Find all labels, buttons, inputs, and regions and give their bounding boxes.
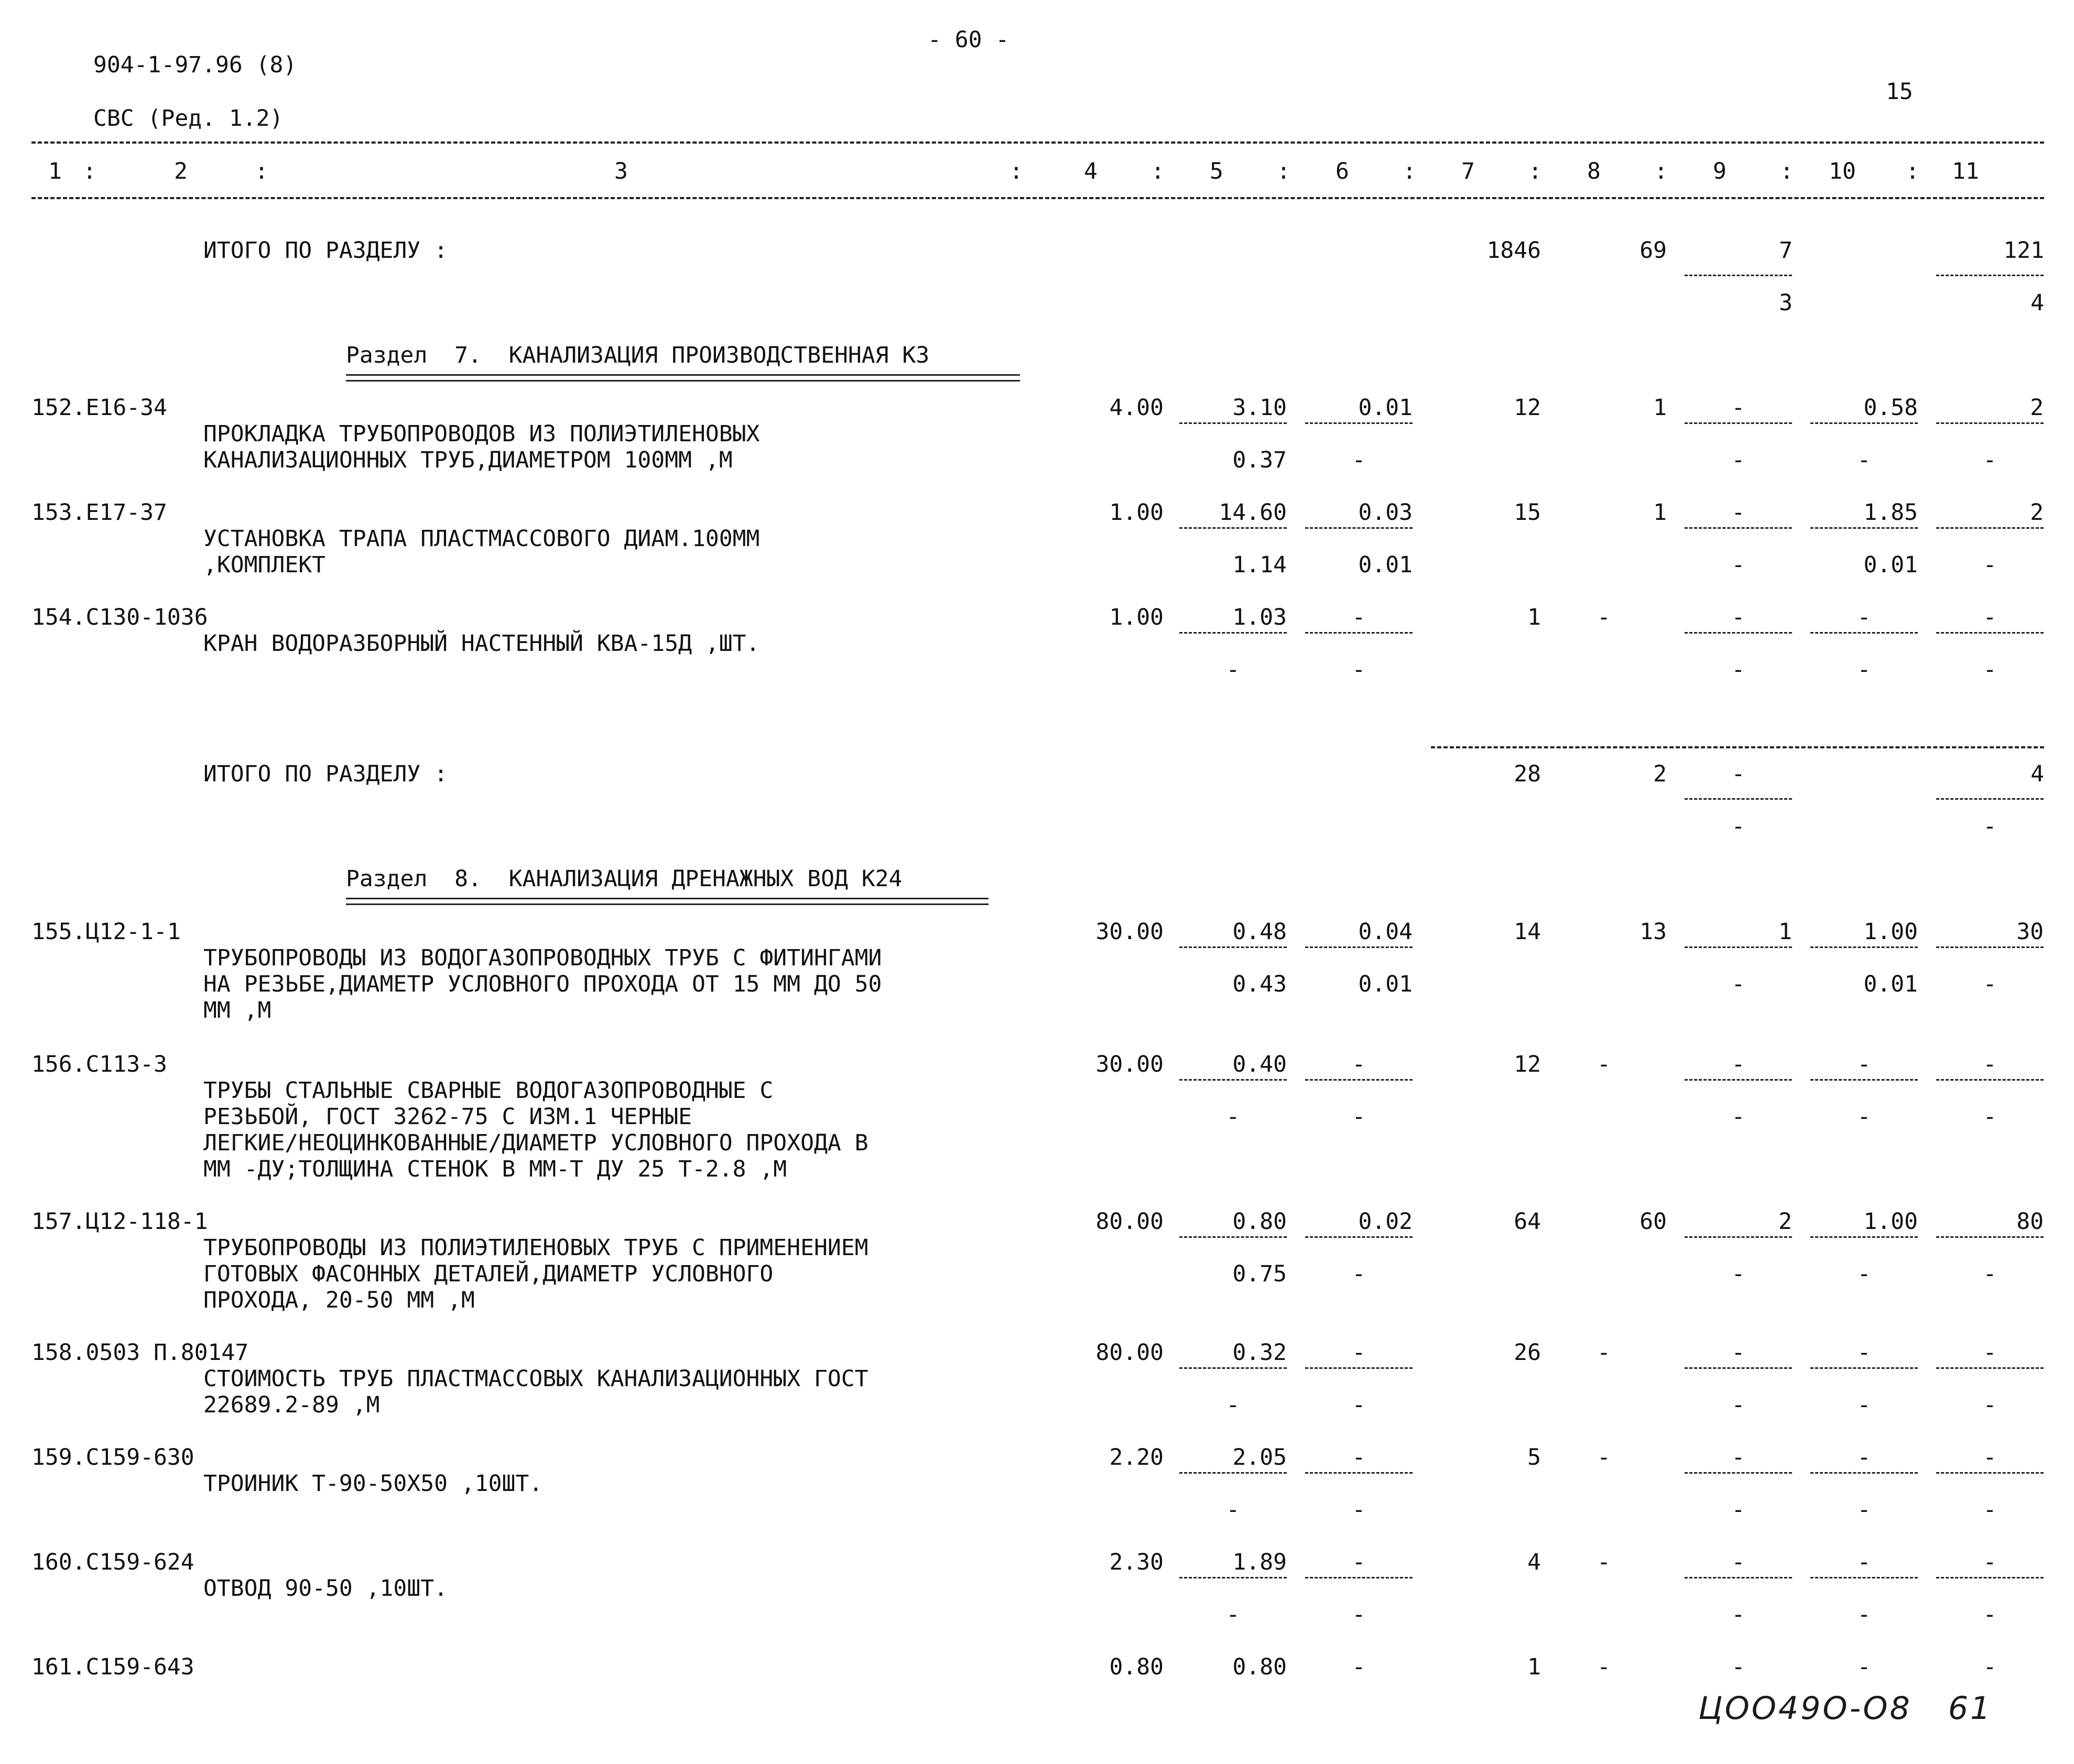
- cell-c6b: -: [1352, 1602, 1366, 1628]
- cell-c8: 1: [1653, 395, 1667, 421]
- total-cell-c9: 7: [1779, 237, 1793, 264]
- column-header: 8: [1587, 158, 1601, 184]
- fraction-rule: [1936, 632, 2044, 634]
- cell-c10: -: [1857, 1444, 1871, 1471]
- item-code: 153.Е17-37: [31, 499, 167, 526]
- cell-c8: -: [1597, 604, 1611, 630]
- fraction-rule: [1179, 632, 1287, 634]
- item-description-line: ОТВОД 90-50 ,10ШТ.: [203, 1575, 448, 1602]
- item-description-line: ГОТОВЫХ ФАСОННЫХ ДЕТАЛЕЙ,ДИАМЕТР УСЛОВНОГО: [203, 1261, 774, 1287]
- cell-c10b: -: [1857, 1497, 1871, 1523]
- item-description-line: СТОИМОСТЬ ТРУБ ПЛАСТМАССОВЫХ КАНАЛИЗАЦИОННЫХ ГОСТ: [203, 1366, 868, 1392]
- cell-c6: 0.03: [1358, 499, 1413, 526]
- item-description-line: КРАН ВОДОРАЗБОРНЫЙ НАСТЕННЫЙ КВА-15Д ,ШТ.: [203, 630, 760, 657]
- cell-c11: 2: [2030, 395, 2044, 421]
- total-cell-c9-sub: 3: [1779, 290, 1793, 316]
- cell-c9b: -: [1731, 552, 1745, 578]
- cell-c7: 14: [1514, 919, 1541, 945]
- cell-c11: -: [1983, 604, 1997, 630]
- item-description-line: ЛЕГКИЕ/НЕОЦИНКОВАННЫЕ/ДИАМЕТР УСЛОВНОГО ПРОХОДА В: [203, 1130, 868, 1156]
- total-label: ИТОГО ПО РАЗДЕЛУ :: [203, 761, 448, 787]
- cell-c9b: -: [1731, 447, 1745, 473]
- cell-c8: -: [1597, 1444, 1611, 1471]
- item-description-line: РЕЗЬБОЙ, ГОСТ 3262-75 С ИЗМ.1 ЧЕРНЫЕ: [203, 1104, 692, 1130]
- cell-c6: 0.02: [1358, 1208, 1413, 1235]
- section-7-total-rule: [1431, 746, 2044, 748]
- cell-c11: 80: [2016, 1208, 2044, 1235]
- section-7-title: Раздел 7. КАНАЛИЗАЦИЯ ПРОИЗВОДСТВЕННАЯ К3: [346, 342, 930, 368]
- column-header: 9: [1713, 158, 1726, 184]
- cell-c6: -: [1352, 1654, 1366, 1680]
- cell-c9: -: [1731, 1654, 1745, 1680]
- cell-c5b: 0.43: [1232, 971, 1287, 997]
- cell-c9: -: [1731, 1051, 1745, 1077]
- item-description-line: ТРУБОПРОВОДЫ ИЗ ВОДОГАЗОПРОВОДНЫХ ТРУБ С ФИТИНГАМИ: [203, 945, 882, 971]
- cell-c6b: -: [1352, 1261, 1366, 1287]
- column-header: 10: [1829, 158, 1856, 184]
- item-description-line: ТРОИНИК Т-90-50Х50 ,10ШТ.: [203, 1471, 543, 1497]
- fraction-rule: [1810, 1472, 1918, 1474]
- fraction-rule: [1685, 632, 1792, 634]
- cell-c10: 1.00: [1863, 919, 1918, 945]
- total-cell-c9: -: [1731, 761, 1745, 787]
- fraction-rule: [1305, 422, 1413, 424]
- cell-c11: -: [1983, 1051, 1997, 1077]
- cell-c6: -: [1352, 1444, 1366, 1471]
- cell-c4: 2.20: [1109, 1444, 1164, 1471]
- cell-c6: -: [1352, 1051, 1366, 1077]
- fraction-rule: [1936, 275, 2044, 276]
- item-code: 157.Ц12-118-1: [31, 1208, 208, 1235]
- cell-c9: -: [1731, 604, 1745, 630]
- column-separator: :: [1009, 158, 1023, 184]
- column-header: 5: [1210, 158, 1223, 184]
- sheet-number: 15: [1886, 79, 1913, 105]
- cell-c7: 4: [1527, 1549, 1541, 1575]
- cell-c4: 4.00: [1109, 395, 1164, 421]
- cell-c9: -: [1731, 395, 1745, 421]
- fraction-rule: [1685, 422, 1792, 424]
- total-cell-c9-sub: -: [1731, 813, 1745, 840]
- fraction-rule: [1810, 1577, 1918, 1578]
- cell-c5b: 0.75: [1232, 1261, 1287, 1287]
- fraction-rule: [1936, 1236, 2044, 1238]
- cell-c10: 1.00: [1863, 1208, 1918, 1235]
- item-code: 156.С113-3: [31, 1051, 167, 1077]
- total-label: ИТОГО ПО РАЗДЕЛУ :: [203, 237, 448, 264]
- section-8-title: Раздел 8. КАНАЛИЗАЦИЯ ДРЕНАЖНЫХ ВОД К24: [346, 866, 903, 892]
- cell-c7: 12: [1514, 395, 1541, 421]
- document-edition: СВС (Ред. 1.2): [93, 105, 284, 132]
- cell-c11b: -: [1983, 1392, 1997, 1418]
- fraction-rule: [1685, 1367, 1792, 1369]
- cell-c10: -: [1857, 1549, 1871, 1575]
- column-separator: :: [1403, 158, 1416, 184]
- cell-c8: -: [1597, 1340, 1611, 1366]
- cell-c4: 1.00: [1109, 604, 1164, 630]
- cell-c9b: -: [1731, 1261, 1745, 1287]
- cell-c11: 30: [2016, 919, 2044, 945]
- cell-c10b: -: [1857, 1392, 1871, 1418]
- cell-c5b: 0.37: [1232, 447, 1287, 473]
- column-header: 11: [1952, 158, 1979, 184]
- fraction-rule: [1179, 1472, 1287, 1474]
- cell-c6b: -: [1352, 1497, 1366, 1523]
- item-code: 152.Е16-34: [31, 395, 167, 421]
- cell-c6: 0.01: [1358, 395, 1413, 421]
- cell-c11b: -: [1983, 1602, 1997, 1628]
- cell-c9: 2: [1778, 1208, 1792, 1235]
- cell-c8: -: [1597, 1654, 1611, 1680]
- column-separator: :: [255, 158, 268, 184]
- cell-c6b: -: [1352, 1392, 1366, 1418]
- fraction-rule: [1179, 1577, 1287, 1578]
- cell-c5: 0.80: [1232, 1654, 1287, 1680]
- handwritten-archive-stamp: ЦОО49О-О8 61: [1698, 1690, 1993, 1727]
- item-description-line: ПРОХОДА, 20-50 ММ ,М: [203, 1287, 475, 1313]
- cell-c7: 5: [1527, 1444, 1541, 1471]
- fraction-rule: [1685, 1236, 1792, 1238]
- item-code: 155.Ц12-1-1: [31, 919, 181, 945]
- fraction-rule: [1305, 527, 1413, 529]
- cell-c11b: -: [1983, 971, 1997, 997]
- cell-c4: 80.00: [1095, 1208, 1164, 1235]
- fraction-rule: [1179, 1367, 1287, 1369]
- fraction-rule: [1936, 1367, 2044, 1369]
- fraction-rule: [1936, 1577, 2044, 1578]
- column-header: 6: [1335, 158, 1349, 184]
- cell-c11b: -: [1983, 447, 1997, 473]
- cell-c6b: 0.01: [1358, 552, 1413, 578]
- cell-c5: 0.80: [1232, 1208, 1287, 1235]
- fraction-rule: [1810, 527, 1918, 529]
- cell-c5: 0.40: [1232, 1051, 1287, 1077]
- cell-c4: 0.80: [1109, 1654, 1164, 1680]
- cell-c5b: -: [1226, 1602, 1240, 1628]
- item-description-line: НА РЕЗЬБЕ,ДИАМЕТР УСЛОВНОГО ПРОХОДА ОТ 15 ММ ДО 50: [203, 971, 882, 997]
- column-separator: :: [1906, 158, 1919, 184]
- cell-c10: -: [1857, 1654, 1871, 1680]
- fraction-rule: [1936, 946, 2044, 948]
- fraction-rule: [1179, 527, 1287, 529]
- item-description-line: ТРУБОПРОВОДЫ ИЗ ПОЛИЭТИЛЕНОВЫХ ТРУБ С ПРИМЕНЕНИЕМ: [203, 1235, 868, 1261]
- total-cell-c11: 121: [2003, 237, 2044, 264]
- fraction-rule: [1810, 1236, 1918, 1238]
- cell-c9b: -: [1731, 1497, 1745, 1523]
- fraction-rule: [1685, 1079, 1792, 1081]
- cell-c10b: -: [1857, 447, 1871, 473]
- cell-c6: -: [1352, 1340, 1366, 1366]
- fraction-rule: [1685, 527, 1792, 529]
- cell-c9: -: [1731, 1549, 1745, 1575]
- item-code: 159.С159-630: [31, 1444, 194, 1471]
- cell-c5: 3.10: [1232, 395, 1287, 421]
- fraction-rule: [1179, 1079, 1287, 1081]
- cell-c5: 0.32: [1232, 1340, 1287, 1366]
- total-cell-c11-sub: -: [1983, 813, 1997, 840]
- total-cell-c8: 69: [1639, 237, 1667, 264]
- column-separator: :: [1151, 158, 1165, 184]
- cell-c8: 1: [1653, 499, 1667, 526]
- cell-c5: 2.05: [1232, 1444, 1287, 1471]
- cell-c5: 14.60: [1219, 499, 1287, 526]
- fraction-rule: [1685, 798, 1792, 800]
- cell-c4: 2.30: [1109, 1549, 1164, 1575]
- cell-c11b: -: [1983, 657, 1997, 683]
- cell-c10: -: [1857, 604, 1871, 630]
- fraction-rule: [1685, 275, 1792, 276]
- table-header-rule: [31, 197, 2044, 199]
- page-number: - 60 -: [928, 27, 1009, 53]
- cell-c9b: -: [1731, 657, 1745, 683]
- fraction-rule: [1685, 1577, 1792, 1578]
- cell-c6b: -: [1352, 1104, 1366, 1130]
- cell-c5b: 1.14: [1232, 552, 1287, 578]
- section-8-title-underline: [346, 898, 989, 905]
- fraction-rule: [1305, 946, 1413, 948]
- fraction-rule: [1685, 1472, 1792, 1474]
- cell-c7: 26: [1514, 1340, 1541, 1366]
- cell-c5b: -: [1226, 1104, 1240, 1130]
- cell-c7: 1: [1527, 604, 1541, 630]
- cell-c11: -: [1983, 1340, 1997, 1366]
- cell-c9: -: [1731, 1444, 1745, 1471]
- cell-c10: -: [1857, 1340, 1871, 1366]
- column-separator: :: [1780, 158, 1794, 184]
- fraction-rule: [1936, 527, 2044, 529]
- column-header: 7: [1461, 158, 1475, 184]
- cell-c8: 13: [1639, 919, 1667, 945]
- column-separator: :: [1654, 158, 1668, 184]
- cell-c8: -: [1597, 1051, 1611, 1077]
- cell-c9: -: [1731, 499, 1745, 526]
- fraction-rule: [1305, 1236, 1413, 1238]
- cell-c9: 1: [1778, 919, 1792, 945]
- total-cell-c8: 2: [1653, 761, 1667, 787]
- fraction-rule: [1936, 1472, 2044, 1474]
- item-description-line: 22689.2-89 ,М: [203, 1392, 380, 1418]
- fraction-rule: [1810, 422, 1918, 424]
- fraction-rule: [1305, 1367, 1413, 1369]
- cell-c11: 2: [2030, 499, 2044, 526]
- cell-c10b: -: [1857, 1104, 1871, 1130]
- item-code: 154.С130-1036: [31, 604, 208, 630]
- cell-c4: 30.00: [1095, 1051, 1164, 1077]
- fraction-rule: [1810, 1079, 1918, 1081]
- cell-c11b: -: [1983, 552, 1997, 578]
- cell-c5: 0.48: [1232, 919, 1287, 945]
- cell-c7: 15: [1514, 499, 1541, 526]
- fraction-rule: [1305, 1472, 1413, 1474]
- cell-c7: 1: [1527, 1654, 1541, 1680]
- item-description-line: ММ -ДУ;ТОЛЩИНА СТЕНОК В ММ-Т ДУ 25 Т-2.8 ,М: [203, 1156, 787, 1182]
- total-cell-c7: 1846: [1486, 237, 1541, 264]
- column-separator: :: [1528, 158, 1542, 184]
- cell-c5: 1.89: [1232, 1549, 1287, 1575]
- item-code: 161.С159-643: [31, 1654, 194, 1680]
- cell-c5b: -: [1226, 1497, 1240, 1523]
- item-description-line: УСТАНОВКА ТРАПА ПЛАСТМАССОВОГО ДИАМ.100ММ: [203, 526, 760, 552]
- cell-c6b: 0.01: [1358, 971, 1413, 997]
- cell-c5: 1.03: [1232, 604, 1287, 630]
- cell-c11: -: [1983, 1444, 1997, 1471]
- item-description-line: ТРУБЫ СТАЛЬНЫЕ СВАРНЫЕ ВОДОГАЗОПРОВОДНЫЕ С: [203, 1077, 774, 1104]
- fraction-rule: [1179, 422, 1287, 424]
- section-7-title-underline: [346, 374, 1020, 382]
- total-cell-c11: 4: [2030, 761, 2044, 787]
- fraction-rule: [1179, 946, 1287, 948]
- cell-c4: 30.00: [1095, 919, 1164, 945]
- cell-c11b: -: [1983, 1261, 1997, 1287]
- item-code: 158.0503 П.80147: [31, 1340, 249, 1366]
- cell-c10b: 0.01: [1863, 552, 1918, 578]
- fraction-rule: [1685, 946, 1792, 948]
- item-description-line: КАНАЛИЗАЦИОННЫХ ТРУБ,ДИАМЕТРОМ 100ММ ,М: [203, 447, 733, 473]
- cell-c10: -: [1857, 1051, 1871, 1077]
- column-separator: :: [83, 158, 96, 184]
- fraction-rule: [1936, 798, 2044, 800]
- total-cell-c11-sub: 4: [2030, 290, 2044, 316]
- cell-c11b: -: [1983, 1497, 1997, 1523]
- cell-c6: -: [1352, 1549, 1366, 1575]
- cell-c10: 1.85: [1863, 499, 1918, 526]
- column-header: 2: [174, 158, 188, 184]
- fraction-rule: [1810, 1367, 1918, 1369]
- item-description-line: ,КОМПЛЕКТ: [203, 552, 325, 578]
- cell-c10b: -: [1857, 1261, 1871, 1287]
- cell-c9b: -: [1731, 1104, 1745, 1130]
- column-header: 4: [1084, 158, 1098, 184]
- cell-c11b: -: [1983, 1104, 1997, 1130]
- fraction-rule: [1179, 1236, 1287, 1238]
- column-header: 1: [48, 158, 62, 184]
- cell-c6b: -: [1352, 657, 1366, 683]
- item-code: 160.С159-624: [31, 1549, 194, 1575]
- fraction-rule: [1810, 946, 1918, 948]
- cell-c11: -: [1983, 1549, 1997, 1575]
- cell-c9: -: [1731, 1340, 1745, 1366]
- cell-c6: -: [1352, 604, 1366, 630]
- cell-c7: 12: [1514, 1051, 1541, 1077]
- cell-c9b: -: [1731, 1392, 1745, 1418]
- cell-c4: 80.00: [1095, 1340, 1164, 1366]
- cell-c9b: -: [1731, 971, 1745, 997]
- cell-c7: 64: [1514, 1208, 1541, 1235]
- cell-c10b: 0.01: [1863, 971, 1918, 997]
- cell-c8: -: [1597, 1549, 1611, 1575]
- cell-c8: 60: [1639, 1208, 1667, 1235]
- fraction-rule: [1936, 1079, 2044, 1081]
- cell-c10b: -: [1857, 1602, 1871, 1628]
- total-cell-c7: 28: [1514, 761, 1541, 787]
- fraction-rule: [1305, 632, 1413, 634]
- cell-c5b: -: [1226, 657, 1240, 683]
- cell-c11: -: [1983, 1654, 1997, 1680]
- table-top-rule: [31, 141, 2044, 144]
- fraction-rule: [1305, 1079, 1413, 1081]
- item-description-line: ПРОКЛАДКА ТРУБОПРОВОДОВ ИЗ ПОЛИЭТИЛЕНОВЫХ: [203, 421, 760, 447]
- column-separator: :: [1277, 158, 1290, 184]
- cell-c10: 0.58: [1863, 395, 1918, 421]
- cell-c6b: -: [1352, 447, 1366, 473]
- item-description-line: ММ ,М: [203, 997, 272, 1023]
- cell-c6: 0.04: [1358, 919, 1413, 945]
- cell-c10b: -: [1857, 657, 1871, 683]
- cell-c4: 1.00: [1109, 499, 1164, 526]
- fraction-rule: [1810, 632, 1918, 634]
- cell-c9b: -: [1731, 1602, 1745, 1628]
- fraction-rule: [1305, 1577, 1413, 1578]
- column-header: 3: [614, 158, 628, 184]
- fraction-rule: [1936, 422, 2044, 424]
- cell-c5b: -: [1226, 1392, 1240, 1418]
- document-code: 904-1-97.96 (8): [93, 52, 297, 78]
